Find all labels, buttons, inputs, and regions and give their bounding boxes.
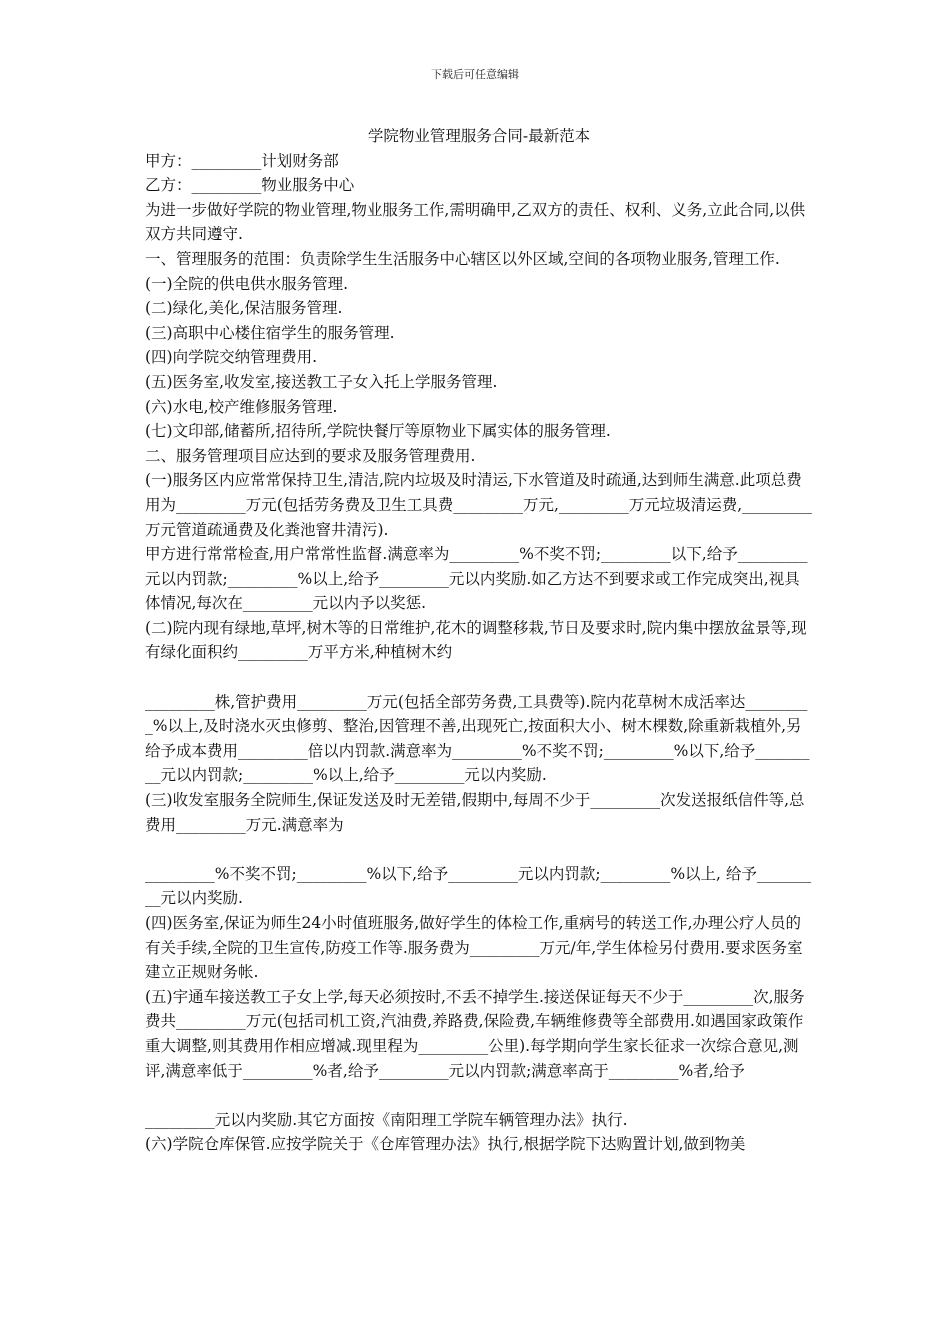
paragraph-preamble: 为进一步做好学院的物业管理,物业服务工作,需明确甲,乙双方的责任、权利、义务,立此合同,以供双方共同遵守. <box>145 200 806 244</box>
paragraph-item: (四)医务室,保证为师生24小时值班服务,做好学生的体检工作,重病号的转送工作,办理公疗人员的有关手续,全院的卫生宣传,防疫工作等.服务费为_________万元/年,学生体检另付费用.要求医务室建立正规财务帐. <box>145 914 803 982</box>
paragraph-section-2: 二、服务管理项目应达到的要求及服务管理费用. <box>145 446 476 465</box>
paragraph-item: (三)高职中心楼住宿学生的服务管理. <box>145 323 395 342</box>
contract-document <box>145 124 813 1157</box>
document-title: 学院物业管理服务合同-最新范本 <box>367 127 591 145</box>
paragraph-party-a: 甲方：_________计划财务部 <box>145 151 339 170</box>
paragraph-party-b: 乙方：_________物业服务中心 <box>145 176 355 195</box>
paragraph-item: (二)绿化,美化,保洁服务管理. <box>145 299 343 318</box>
paragraph-continuation: _________株,管护费用_________万元(包括全部劳务费,工具费等).院内花草树木成活率达_________%以上,及时浇水灭虫修剪、整治,因管理不善,出现死亡,按面积大小、树木棵数,除重新栽植外,另给予成本费用_________倍以内罚款.满意率为_________%不奖不罚;_________%以下,给予_________元以内罚款;_________%以上,给予_________元以内奖励. <box>145 692 810 785</box>
paragraph-item: (七)文印部,储蓄所,招待所,学院快餐厅等原物业下属实体的服务管理. <box>145 422 611 441</box>
paragraph-item: (五)医务室,收发室,接送教工子女入托上学服务管理. <box>145 372 498 391</box>
paragraph-continuation: _________元以内奖励.其它方面按《南阳理工学院车辆管理办法》执行. <box>145 1110 628 1129</box>
paragraph-item: 甲方进行常常检查,用户常常性监督.满意率为_________%不奖不罚;_________以下,给予_________元以内罚款;_________%以上,给予_________元以内奖励.如乙方达不到要求或工作完成突出,视具体情况,每次在_________元以内予以奖惩. <box>145 545 808 613</box>
paragraph-item: (一)全院的供电供水服务管理. <box>145 274 349 293</box>
paragraph-item: (一)服务区内应常常保持卫生,清洁,院内垃圾及时清运,下水管道及时疏通,达到师生满意.此项总费用为_________万元(包括劳务费及卫生工具费_________万元,_________万元垃圾清运费,_________万元管道疏通费及化粪池窨井清污). <box>145 471 812 539</box>
paragraph-item: (四)向学院交纳管理费用. <box>145 348 318 367</box>
paragraph-item: (二)院内现有绿地,草坪,树木等的日常维护,花木的调整移栽,节日及要求时,院内集中摆放盆景等,现有绿化面积约_________万平方米,种植树木约 <box>145 618 807 662</box>
paragraph-item: (六)水电,校产维修服务管理. <box>145 397 338 416</box>
header-note: 下载后可任意编辑 <box>431 68 519 81</box>
paragraph-item: (五)宇通车接送教工子女上学,每天必须按时,不丢不掉学生.接送保证每天不少于_________次,服务费共_________万元(包括司机工资,汽油费,养路费,保险费,车辆维修费等全部费用.如遇国家政策作重大调整,则其费用作相应增减.现里程为_________公里).每学期向学生家长征求一次综合意见,测评,满意率低于_________%者,给予_________元以内罚款;满意率高于_________%者,给予 <box>145 987 805 1080</box>
paragraph-section-1: 一、管理服务的范围：负责除学生生活服务中心辖区以外区域,空间的各项物业服务,管理工作. <box>145 249 780 268</box>
paragraph-continuation: _________%不奖不罚;_________%以下,给予_________元以内罚款;_________%以上, 给予_________元以内奖励. <box>145 864 812 908</box>
paragraph-item: (六)学院仓库保管.应按学院关于《仓库管理办法》执行,根据学院下达购置计划,做到物美 <box>145 1135 746 1154</box>
paragraph-item: (三)收发室服务全院师生,保证发送及时无差错,假期中,每周不少于_________次发送报纸信件等,总费用_________万元.满意率为 <box>145 791 805 834</box>
